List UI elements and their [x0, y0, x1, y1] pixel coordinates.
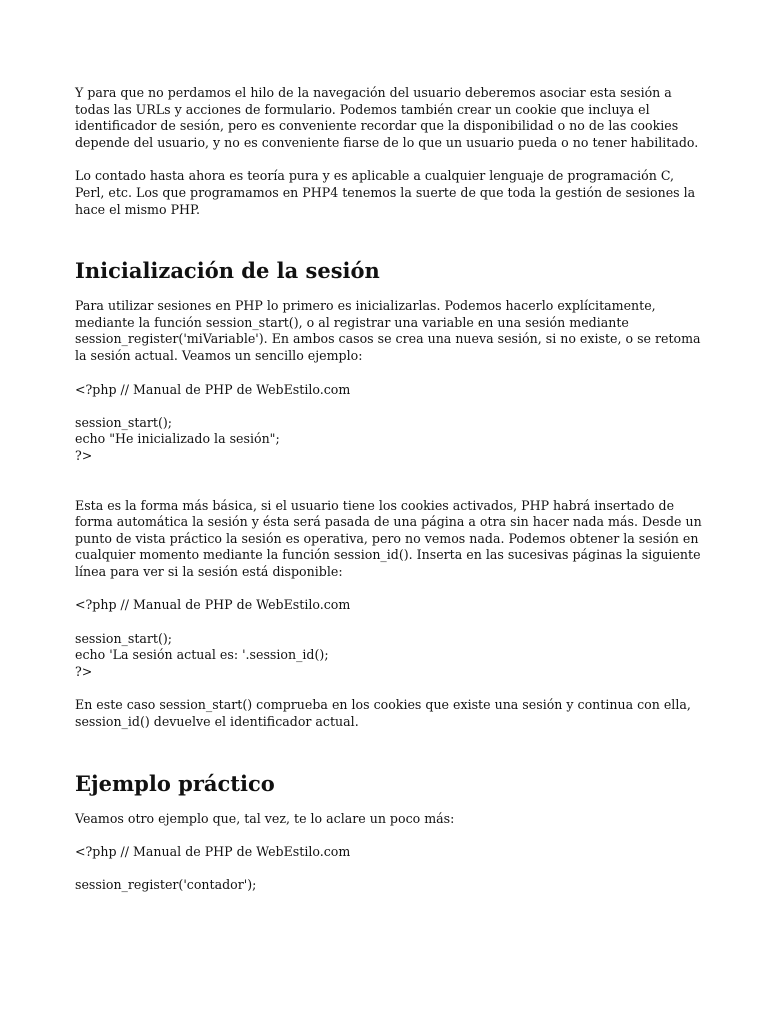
paragraph-basic-form: Esta es la forma más básica, si el usuario tiene los cookies activados, PHP habrá insertado de forma automática la sesión y ésta será pasada de una página a otra sin hacer nada más. Desde un punto de vista práctico la sesión es operativa, pero no vemos nada. Podemos obtener la sesión en cualquier momento mediante la función session_id(). Inserta en las sucesivas páginas la siguiente línea para ver si la sesión está disponible:: [75, 497, 702, 579]
code-block-3: [75, 844, 705, 894]
code-line: session_register('contador');: [75, 877, 257, 893]
code-line: echo "He inicializado la sesión";: [75, 431, 280, 447]
paragraph-session-init: Para utilizar sesiones en PHP lo primero es inicializarlas. Podemos hacerlo explícitamente, mediante la función session_start(), o al registrar una variable en una sesión mediante session_register('miVariable'). En ambos casos se crea una nueva sesión, si no existe, o se retoma la sesión actual. Veamos un sencillo ejemplo:: [75, 298, 701, 363]
code-line: session_start();: [75, 414, 173, 430]
paragraph-url-association: Y para que no perdamos el hilo de la navegación del usuario deberemos asociar esta sesión a todas las URLs y acciones de formulario. Podemos también crear un cookie que incluya el identificador de sesión, pero es conveniente recordar que la disponibilidad o no de las cookies depende del usuario, y no es conveniente fiarse de lo que un usuario pueda o no tener habilitado.: [75, 85, 699, 150]
heading-session-init: Inicialización de la sesión: [75, 258, 380, 284]
code-line: ?>: [75, 663, 93, 679]
code-line: echo 'La sesión actual es: '.session_id();: [75, 647, 329, 663]
code-block-2: [75, 597, 705, 680]
paragraph-session-check: En este caso session_start() comprueba en los cookies que existe una sesión y continua con ella, session_id() devuelve el identificador actual.: [75, 697, 691, 730]
code-line: ?>: [75, 447, 93, 463]
code-line: <?php // Manual de PHP de WebEstilo.com: [75, 597, 351, 613]
code-line: session_start();: [75, 630, 173, 646]
document-page: [75, 85, 705, 894]
paragraph-theory: Lo contado hasta ahora es teoría pura y es aplicable a cualquier lenguaje de programación C, Perl, etc. Los que programamos en PHP4 tenemos la suerte de que toda la gestión de sesiones la hace el mismo PHP.: [75, 168, 696, 217]
code-block-1: [75, 382, 705, 465]
paragraph-another-example: Veamos otro ejemplo que, tal vez, te lo aclare un poco más:: [75, 810, 455, 826]
code-line: <?php // Manual de PHP de WebEstilo.com: [75, 381, 351, 397]
heading-practical-example: Ejemplo práctico: [75, 770, 275, 796]
code-line: <?php // Manual de PHP de WebEstilo.com: [75, 844, 351, 860]
